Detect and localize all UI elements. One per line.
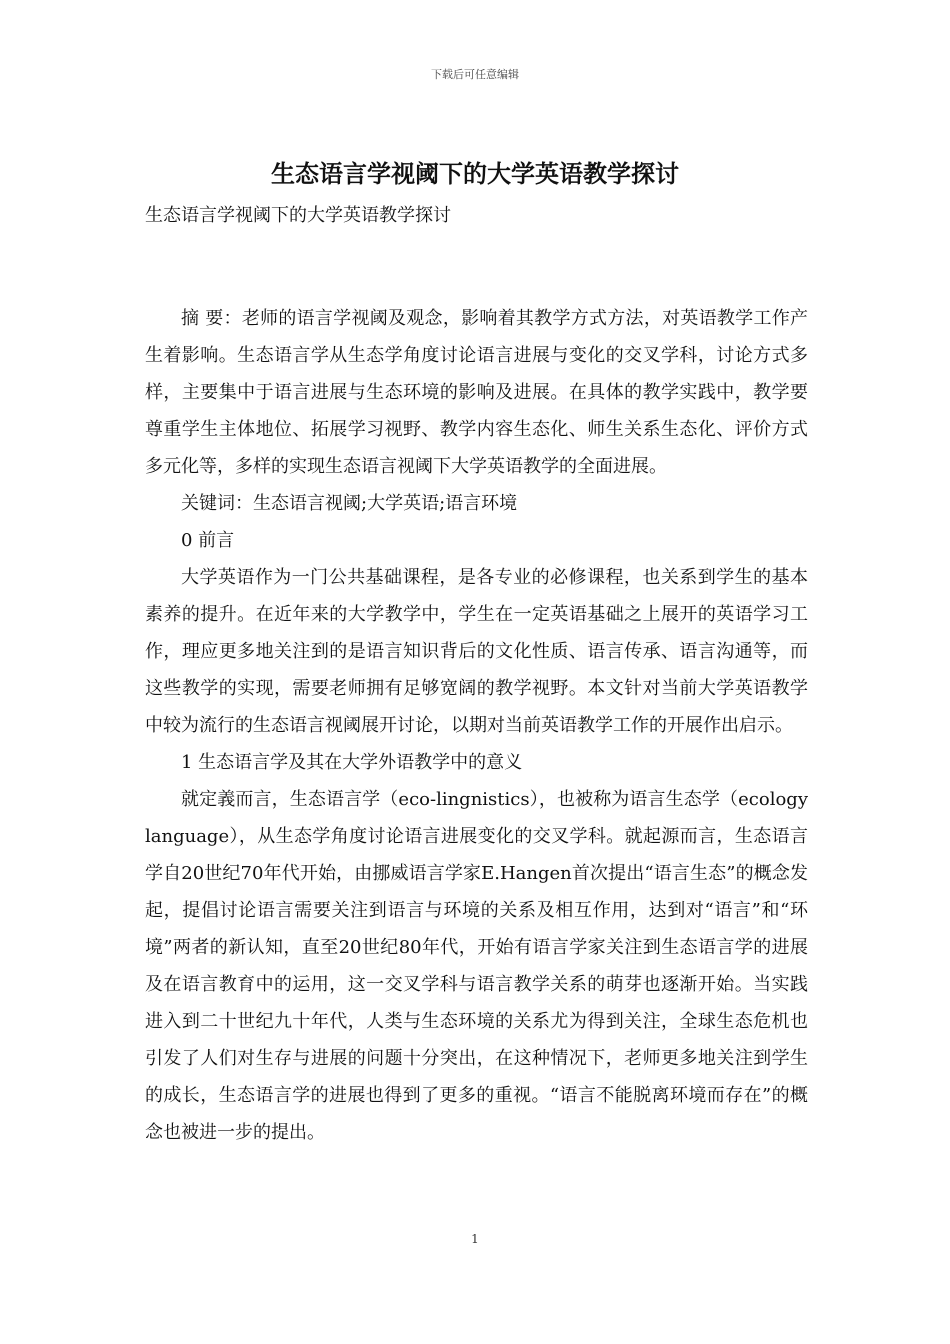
section-0-paragraph: 大学英语作为一门公共基础课程，是各专业的必修课程，也关系到学生的基本素养的提升。在近年来的大学教学中，学生在一定英语基础之上展开的英语学习工作，理应更多地关注到的是语言知识背后的文化性质、语言传承、语言沟通等，而这些教学的实现，需要老师拥有足够宽阔的教学视野。本文针对当前大学英语教学中较为流行的生态语言视阈展开讨论，以期对当前英语教学工作的开展作出启示。 bbox=[145, 567, 808, 736]
section-1-paragraph: 就定義而言，生态语言学（eco-lingnistics），也被称为语言生态学（ecology language），从生态学角度讨论语言进展变化的交叉学科。就起源而言，生态语言学自20世纪70年代开始，由挪威语言学家E.Hangen首次提出“语言生态”的概念发起，提倡讨论语言需要关注到语言与环境的关系及相互作用，达到对“语言”和“环境”两者的新认知，直至20世纪80年代，开始有语言学家关注到生态语言学的进展及在语言教育中的运用，这一交叉学科与语言教学关系的萌芽也逐渐开始。当实践进入到二十世纪九十年代，人类与生态环境的关系尤为得到关注，全球生态危机也引发了人们对生存与进展的问题十分突出，在这种情况下，老师更多地关注到学生的成长，生态语言学的进展也得到了更多的重视。“语言不能脱离环境而存在”的概念也被进一步的提出。 bbox=[145, 789, 808, 1143]
keywords-line: 关键词：生态语言视阈;大学英语;语言环境 bbox=[181, 493, 518, 514]
section-1-heading: 1 生态语言学及其在大学外语教学中的意义 bbox=[181, 752, 523, 773]
page-number: 1 bbox=[471, 1232, 479, 1246]
document-body bbox=[145, 197, 808, 1151]
document-title: 生态语言学视阈下的大学英语教学探讨 bbox=[271, 160, 679, 188]
abstract-paragraph: 摘 要：老师的语言学视阈及观念，影响着其教学方式方法，对英语教学工作产生着影响。生态语言学从生态学角度讨论语言进展与变化的交叉学科，讨论方式多样，主要集中于语言进展与生态环境的影响及进展。在具体的教学实践中，教学要尊重学生主体地位、拓展学习视野、教学内容生态化、师生关系生态化、评价方式多元化等，多样的实现生态语言视阈下大学英语教学的全面进展。 bbox=[145, 308, 808, 477]
document-subtitle: 生态语言学视阈下的大学英语教学探讨 bbox=[145, 205, 451, 226]
header-note: 下载后可任意编辑 bbox=[431, 68, 519, 81]
blank-line bbox=[145, 234, 808, 300]
section-0-heading: 0 前言 bbox=[181, 530, 235, 551]
